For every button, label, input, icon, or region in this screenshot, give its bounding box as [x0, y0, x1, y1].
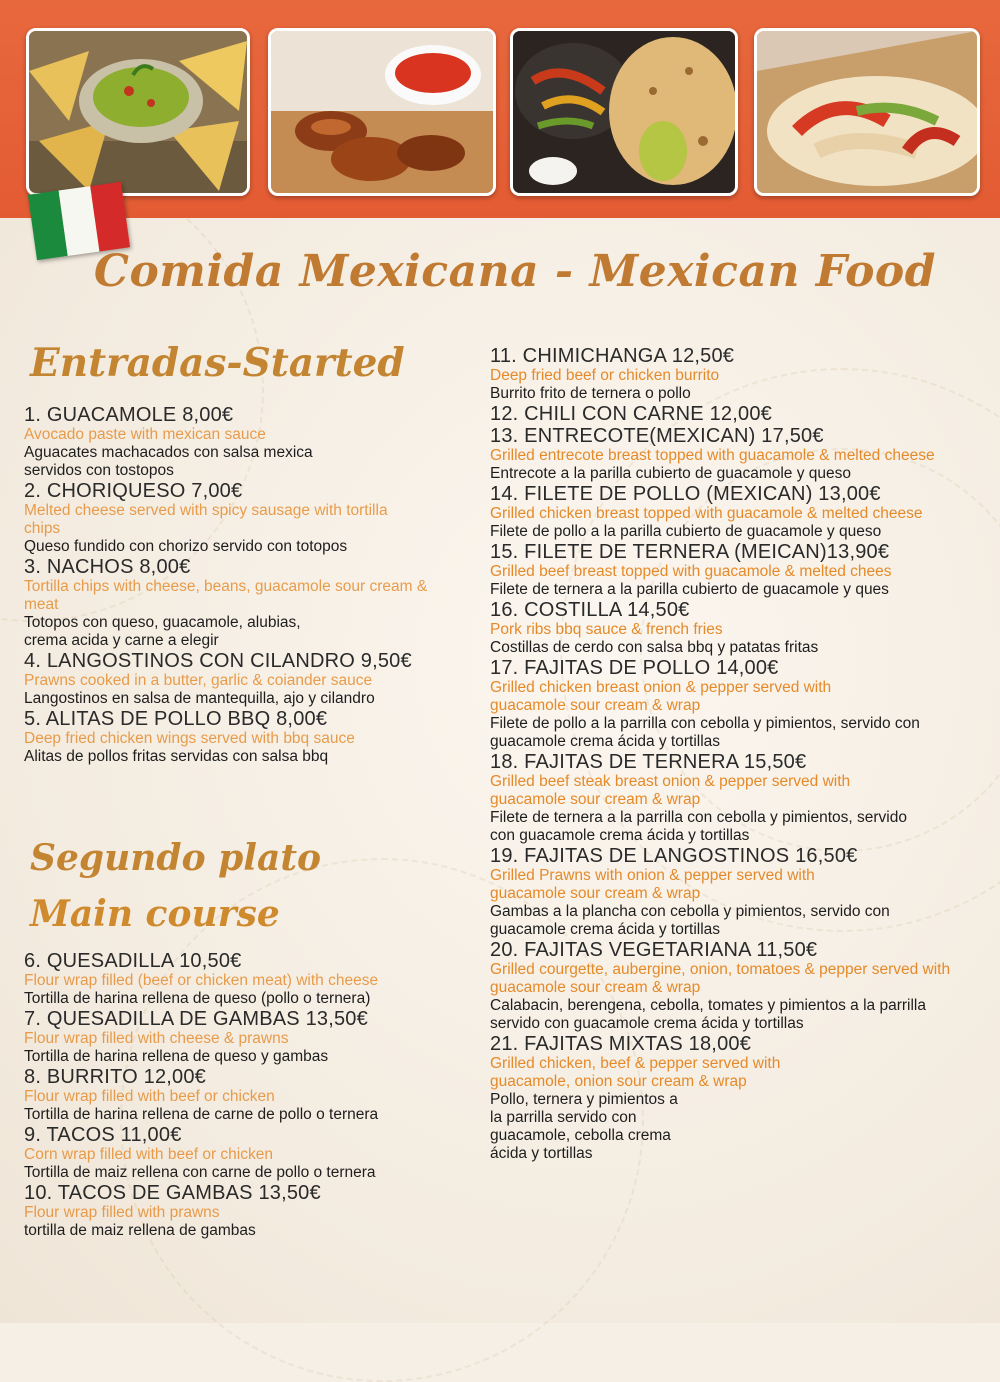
- dish-description-en: Grilled chicken breast topped with guacamole & melted cheese: [490, 505, 923, 522]
- list-item: [490, 599, 968, 657]
- dish-description-en: Prawns cooked in a butter, garlic & coiander sauce: [24, 672, 373, 689]
- list-item: [490, 939, 968, 1033]
- dish-description-es: Burrito frito de ternera o pollo: [490, 385, 691, 402]
- list-item: [490, 1033, 968, 1163]
- dish-name: 2. CHORIQUESO 7,00€: [24, 480, 243, 502]
- dish-description-es: Costillas de cerdo con salsa bbq y patatas fritas: [490, 639, 819, 656]
- list-item: [490, 657, 968, 751]
- dish-name: 7. QUESADILLA DE GAMBAS 13,50€: [24, 1008, 368, 1030]
- page-title: Comida Mexicana - Mexican Food: [93, 246, 937, 297]
- main-course-heading-en: Main course: [30, 893, 280, 935]
- list-item: [24, 708, 474, 766]
- list-item: [490, 751, 968, 845]
- dish-description-es: Filete de ternera a la parilla cubierto de guacamole y ques: [490, 581, 889, 598]
- dish-name: 17. FAJITAS DE POLLO 14,00€: [490, 657, 779, 679]
- starters-heading: Entradas-Started: [30, 340, 405, 386]
- list-item: [490, 541, 968, 599]
- main-course-heading-es: Segundo plato: [30, 837, 321, 879]
- list-item: [24, 480, 474, 556]
- dish-description-es: tortilla de maiz rellena de gambas: [24, 1222, 256, 1239]
- dish-description-es: Filete de pollo a la parilla cubierto de guacamole y queso: [490, 523, 882, 540]
- guacamole-nachos-photo: [26, 28, 250, 196]
- dish-description-es: Filete de ternera a la parrilla con cebolla y pimientos, servido con guacamole crema ácida y tortillas: [490, 809, 907, 844]
- dish-description-es: Pollo, ternera y pimientos a la parrilla servido con guacamole, cebolla crema ácida y tortillas: [490, 1091, 678, 1162]
- dish-name: 10. TACOS DE GAMBAS 13,50€: [24, 1182, 321, 1204]
- list-item: [24, 404, 474, 480]
- dish-name: 18. FAJITAS DE TERNERA 15,50€: [490, 751, 807, 773]
- dish-description-en: Corn wrap filled with beef or chicken: [24, 1146, 273, 1163]
- dish-description-es: Tortilla de maiz rellena con carne de pollo o ternera: [24, 1164, 376, 1181]
- dish-description-en: Avocado paste with mexican sauce: [24, 426, 266, 443]
- list-item: [490, 345, 968, 403]
- dish-description-en: Grilled chicken, beef & pepper served with guacamole, onion sour cream & wrap: [490, 1055, 781, 1090]
- list-item: [24, 650, 474, 708]
- dish-name: 12. CHILI CON CARNE 12,00€: [490, 403, 772, 425]
- dish-name: 9. TACOS 11,00€: [24, 1124, 182, 1146]
- dish-description-en: Flour wrap filled with beef or chicken: [24, 1088, 275, 1105]
- dish-name: 15. FILETE DE TERNERA (MEICAN)13,90€: [490, 541, 890, 563]
- dish-name: 21. FAJITAS MIXTAS 18,00€: [490, 1033, 752, 1055]
- dish-description-en: Flour wrap filled with prawns: [24, 1204, 220, 1221]
- dish-name: 16. COSTILLA 14,50€: [490, 599, 690, 621]
- dish-description-es: Queso fundido con chorizo servido con totopos: [24, 538, 348, 555]
- main-course-list: [24, 950, 474, 1240]
- dish-description-en: Tortilla chips with cheese, beans, guacamole sour cream & meat: [24, 578, 428, 613]
- dish-description-es: Alitas de pollos fritas servidas con salsa bbq: [24, 748, 329, 765]
- dish-description-en: Deep fried beef or chicken burrito: [490, 367, 720, 384]
- right-dish-list: [490, 345, 968, 1163]
- starters-list: [24, 404, 474, 766]
- list-item: [490, 845, 968, 939]
- dish-name: 20. FAJITAS VEGETARIANA 11,50€: [490, 939, 818, 961]
- dish-name: 8. BURRITO 12,00€: [24, 1066, 207, 1088]
- dish-description-es: Aguacates machacados con salsa mexica servidos con tostopos: [24, 444, 313, 479]
- list-item: [490, 403, 968, 425]
- dish-description-es: Langostinos en salsa de mantequilla, ajo y cilandro: [24, 690, 375, 707]
- dish-description-en: Pork ribs bbq sauce & french fries: [490, 621, 723, 638]
- dish-description-es: Calabacin, berengena, cebolla, tomates y pimientos a la parrilla servido con guacamole crema ácida y tortillas: [490, 997, 926, 1032]
- list-item: [24, 556, 474, 650]
- dish-name: 3. NACHOS 8,00€: [24, 556, 191, 578]
- dish-description-en: Deep fried chicken wings served with bbq sauce: [24, 730, 355, 747]
- dish-name: 5. ALITAS DE POLLO BBQ 8,00€: [24, 708, 328, 730]
- dish-name: 14. FILETE DE POLLO (MEXICAN) 13,00€: [490, 483, 881, 505]
- dish-description-en: Grilled beef breast topped with guacamole & melted chees: [490, 563, 892, 580]
- dish-description-en: Flour wrap filled (beef or chicken meat) with cheese: [24, 972, 379, 989]
- chicken-wings-photo: [268, 28, 496, 196]
- dish-description-en: Melted cheese served with spicy sausage with tortilla chips: [24, 502, 388, 537]
- burrito-wrap-photo: [754, 28, 980, 196]
- dish-description-es: Tortilla de harina rellena de queso (pollo o ternera): [24, 990, 371, 1007]
- dish-description-en: Grilled courgette, aubergine, onion, tomatoes & pepper served with guacamole sour cream & wrap: [490, 961, 951, 996]
- list-item: [490, 425, 968, 483]
- dish-description-es: Totopos con queso, guacamole, alubias, crema acida y carne a elegir: [24, 614, 301, 649]
- list-item: [24, 1182, 474, 1240]
- list-item: [490, 483, 968, 541]
- dish-description-en: Grilled chicken breast onion & pepper served with guacamole sour cream & wrap: [490, 679, 832, 714]
- dish-name: 1. GUACAMOLE 8,00€: [24, 404, 234, 426]
- dish-description-es: Filete de pollo a la parrilla con cebolla y pimientos, servido con guacamole crema ácida y tortillas: [490, 715, 920, 750]
- dish-description-es: Tortilla de harina rellena de queso y gambas: [24, 1048, 329, 1065]
- dish-description-en: Flour wrap filled with cheese & prawns: [24, 1030, 289, 1047]
- list-item: [24, 1066, 474, 1124]
- dish-name: 19. FAJITAS DE LANGOSTINOS 16,50€: [490, 845, 858, 867]
- dish-description-en: Grilled entrecote breast topped with guacamole & melted cheese: [490, 447, 935, 464]
- dish-description-es: Tortilla de harina rellena de carne de pollo o ternera: [24, 1106, 379, 1123]
- dish-description-en: Grilled Prawns with onion & pepper served with guacamole sour cream & wrap: [490, 867, 815, 902]
- dish-description-en: Grilled beef steak breast onion & pepper served with guacamole sour cream & wrap: [490, 773, 851, 808]
- list-item: [24, 1008, 474, 1066]
- header-band: [0, 0, 1000, 218]
- list-item: [24, 950, 474, 1008]
- dish-name: 4. LANGOSTINOS CON CILANDRO 9,50€: [24, 650, 412, 672]
- fajitas-tortillas-photo: [510, 28, 738, 196]
- list-item: [24, 1124, 474, 1182]
- dish-name: 13. ENTRECOTE(MEXICAN) 17,50€: [490, 425, 824, 447]
- dish-name: 6. QUESADILLA 10,50€: [24, 950, 242, 972]
- dish-name: 11. CHIMICHANGA 12,50€: [490, 345, 735, 367]
- dish-description-es: Gambas a la plancha con cebolla y pimientos, servido con guacamole crema ácida y tortillas: [490, 903, 890, 938]
- dish-description-es: Entrecote a la parilla cubierto de guacamole y queso: [490, 465, 852, 482]
